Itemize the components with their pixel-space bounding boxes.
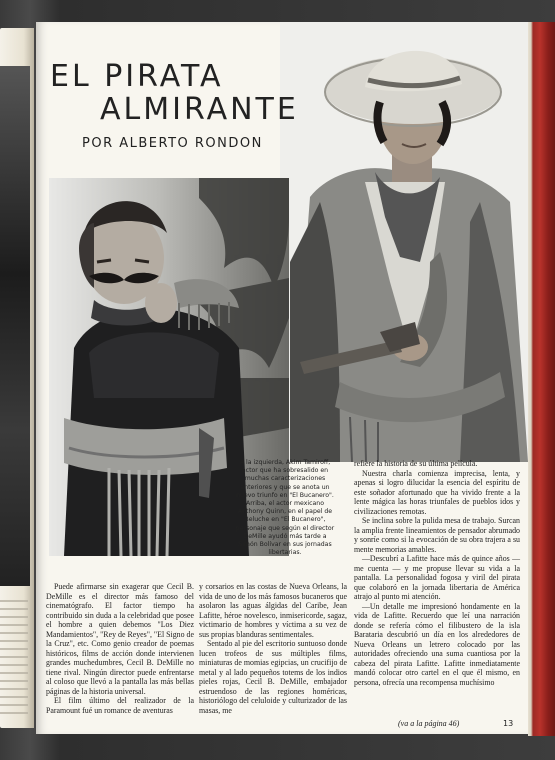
paragraph: Nuestra charla comienza imprecisa, lenta, y apenas si logro dilucidar la esencia del espíritu de este soñador afortunado que ha vivido frente a la lente mágica las horas triunfales de pueblos idos y civilizaciones remotas. [354, 468, 520, 516]
left-page-text-fragment [0, 600, 28, 720]
continued-note: (va a la página 46) [398, 719, 460, 728]
paragraph: —Un detalle me impresionó hondamente en la vida de Lafitte. Recuerdo que leí una narración donde se refería cómo el filibustero de la isla Barataria descubrió un día en los alrededores de Nueva Orleans un letrero colocado por las autoridades ofreciendo una suma cuantiosa por la cabeza del pirata Lafitte. Lafitte inmediatamente mandó colocar otro cartel en el que él mismo, en persona, ofrecía una recompensa muchísimo [354, 601, 520, 687]
magazine-page [36, 22, 528, 734]
text-column-left [46, 582, 194, 715]
left-page-photo-fragment [0, 66, 30, 586]
paragraph: El film último del realizador de la Paramount fué un romance de aventuras [46, 696, 194, 715]
book-cover-edge [528, 22, 555, 736]
page-number: 13 [503, 719, 514, 728]
paragraph: Sentado al pie del escritorio suntuoso donde lucen trofeos de sus múltiples films, miniaturas de momias egipcias, un crucifijo de metal y al lado pequeños totems de los indios pieles rojas, Cecil B. DeMille, embajador estruendoso de las regiones homéricas, historiólogo del celuloide y culturizador de las masas, me [199, 639, 347, 715]
title-line-1: EL PIRATA [50, 59, 224, 94]
paragraph: —Descubrí a Lafitte hace más de quince años — me cuenta — y me propuse llevar su vida a la pantalla. La personalidad fogosa y viril del pirata que colaboró en la jornada libertaria de América atrajo al punto mi atención. [354, 554, 520, 601]
text-column-right [354, 459, 520, 687]
paragraph: Se inclina sobre la pulida mesa de trabajo. Surcan la amplia frente lineamientos de pensador abrumado y sonríe como si la evocación de su obra trajera a su mente memorias amables. [354, 516, 520, 554]
text-column-middle [199, 582, 347, 715]
paragraph: y corsarios en las costas de Nueva Orleans, la vida de uno de los más famosos bucaneros que asolaron las aguas álgidas del Caribe, Jean Lafitte, héroe novelesco, inmisericorde, sagaz, victimario de hombres y víctima a su vez de sus propias blanduras sentimentales. [199, 582, 347, 639]
photo-anthony-quinn [280, 22, 528, 462]
title-line-2: ALMIRANTE [100, 92, 299, 127]
byline: POR ALBERTO RONDON [82, 136, 263, 151]
paragraph: Puede afirmarse sin exagerar que Cecil B. DeMille es el director más famoso del cinematógrafo. El factor tiempo ha contribuido sin duda a la celebridad que posee el hombre a quien debemos "Los Diez Mandamientos", "Rey de Reyes", "El Signo de la Cruz", etc. Como genio creador de poemas históricos, films de acción donde intervienen grandes muchedumbres, Cecil B. DeMille no tiene rival. Ningún director puede enfrentarse al coloso que llevó a la pantalla las más bellas páginas de la historia universal. [46, 582, 194, 696]
photo-caption: A la izquierda, Akim Tamiroff, actor que ha sobresalido en muchas caracterizaciones anteriores y que se anota un nuevo triunfo en "El Bucanero". Arriba, el actor mexicano Anthony Quinn, en el papel de Beluche en "El Bucanero", personaje que según el director DeMille ayudó más tarde a Simón Bolívar en sus jornadas libertarias. [235, 459, 335, 557]
paragraph: refiere la historia de su última película. [354, 459, 478, 468]
